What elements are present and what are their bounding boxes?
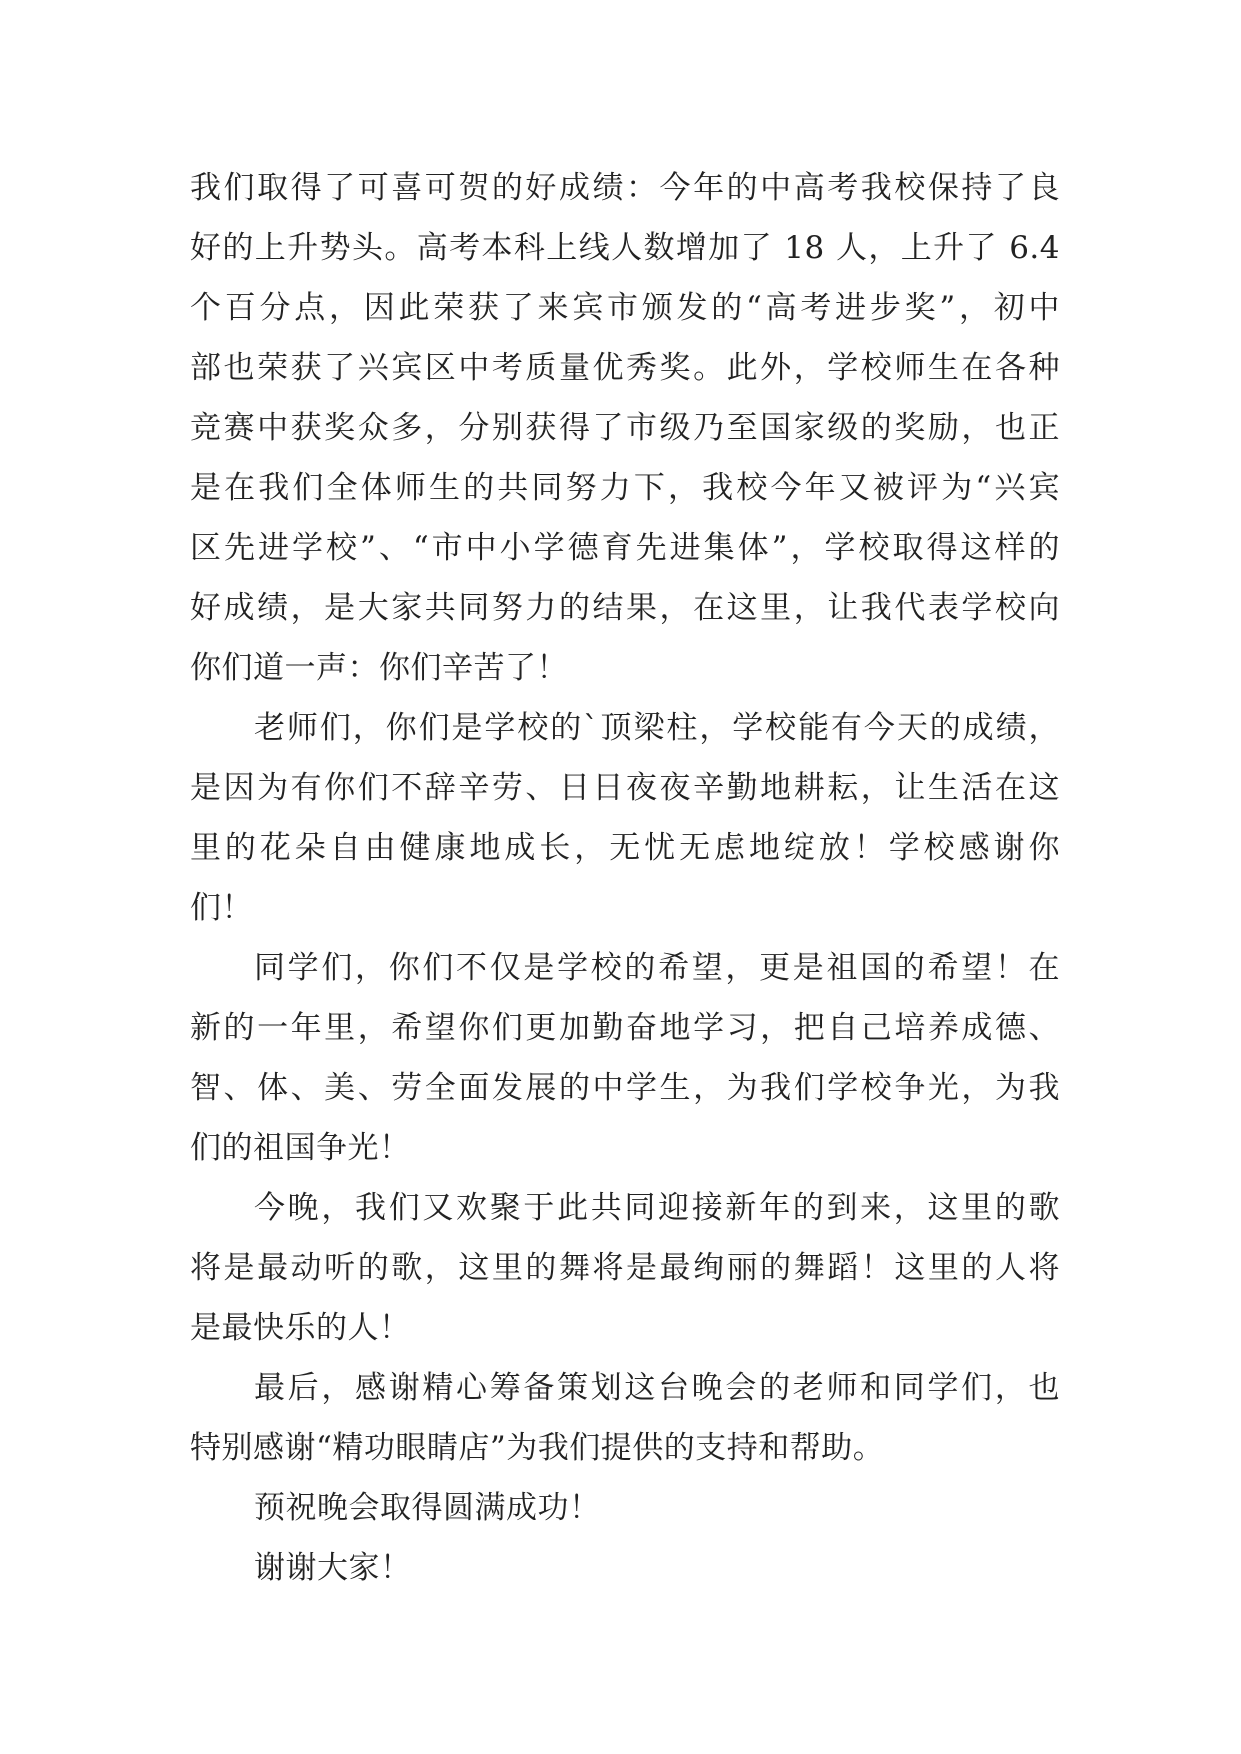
text-line: 将是最动听的歌，这里的舞将是最绚丽的舞蹈！这里的人将 — [190, 1250, 1060, 1286]
text-line: 谢谢大家！ — [254, 1550, 412, 1586]
text-line: 新的一年里，希望你们更加勤奋地学习，把自己培养成德、 — [190, 1010, 1060, 1046]
text-line: 们！ — [190, 890, 253, 926]
text-line: 是因为有你们不辞辛劳、日日夜夜辛勤地耕耘，让生活在这 — [190, 770, 1060, 806]
document-body — [190, 158, 1060, 1598]
text-line: 你们道一声：你们辛苦了！ — [190, 650, 568, 686]
text-line: 们的祖国争光！ — [190, 1130, 411, 1166]
text-line: 好的上升势头。高考本科上线人数增加了 18 人，上升了 6.4 — [190, 230, 1060, 266]
text-line: 是最快乐的人！ — [190, 1310, 411, 1346]
text-line: 特别感谢“精功眼睛店”为我们提供的支持和帮助。 — [190, 1430, 885, 1466]
text-line: 竞赛中获奖众多，分别获得了市级乃至国家级的奖励，也正 — [190, 410, 1060, 446]
text-line: 好成绩，是大家共同努力的结果，在这里，让我代表学校向 — [190, 590, 1060, 626]
text-line: 智、体、美、劳全面发展的中学生，为我们学校争光，为我 — [190, 1070, 1060, 1106]
text-line: 是在我们全体师生的共同努力下，我校今年又被评为“兴宾 — [190, 470, 1060, 506]
text-line: 今晚，我们又欢聚于此共同迎接新年的到来，这里的歌 — [254, 1190, 1060, 1226]
text-line: 里的花朵自由健康地成长，无忧无虑地绽放！学校感谢你 — [190, 830, 1060, 866]
text-line: 区先进学校”、“市中小学德育先进集体”，学校取得这样的 — [190, 530, 1060, 566]
text-line: 同学们，你们不仅是学校的希望，更是祖国的希望！在 — [254, 950, 1060, 986]
text-line: 老师们，你们是学校的`顶梁柱，学校能有今天的成绩， — [254, 710, 1060, 746]
text-line: 最后，感谢精心筹备策划这台晚会的老师和同学们，也 — [254, 1370, 1060, 1406]
text-line: 个百分点，因此荣获了来宾市颁发的“高考进步奖”，初中 — [190, 290, 1060, 326]
text-line: 我们取得了可喜可贺的好成绩：今年的中高考我校保持了良 — [190, 170, 1060, 206]
text-line: 预祝晚会取得圆满成功！ — [254, 1490, 601, 1526]
text-line: 部也荣获了兴宾区中考质量优秀奖。此外，学校师生在各种 — [190, 350, 1060, 386]
